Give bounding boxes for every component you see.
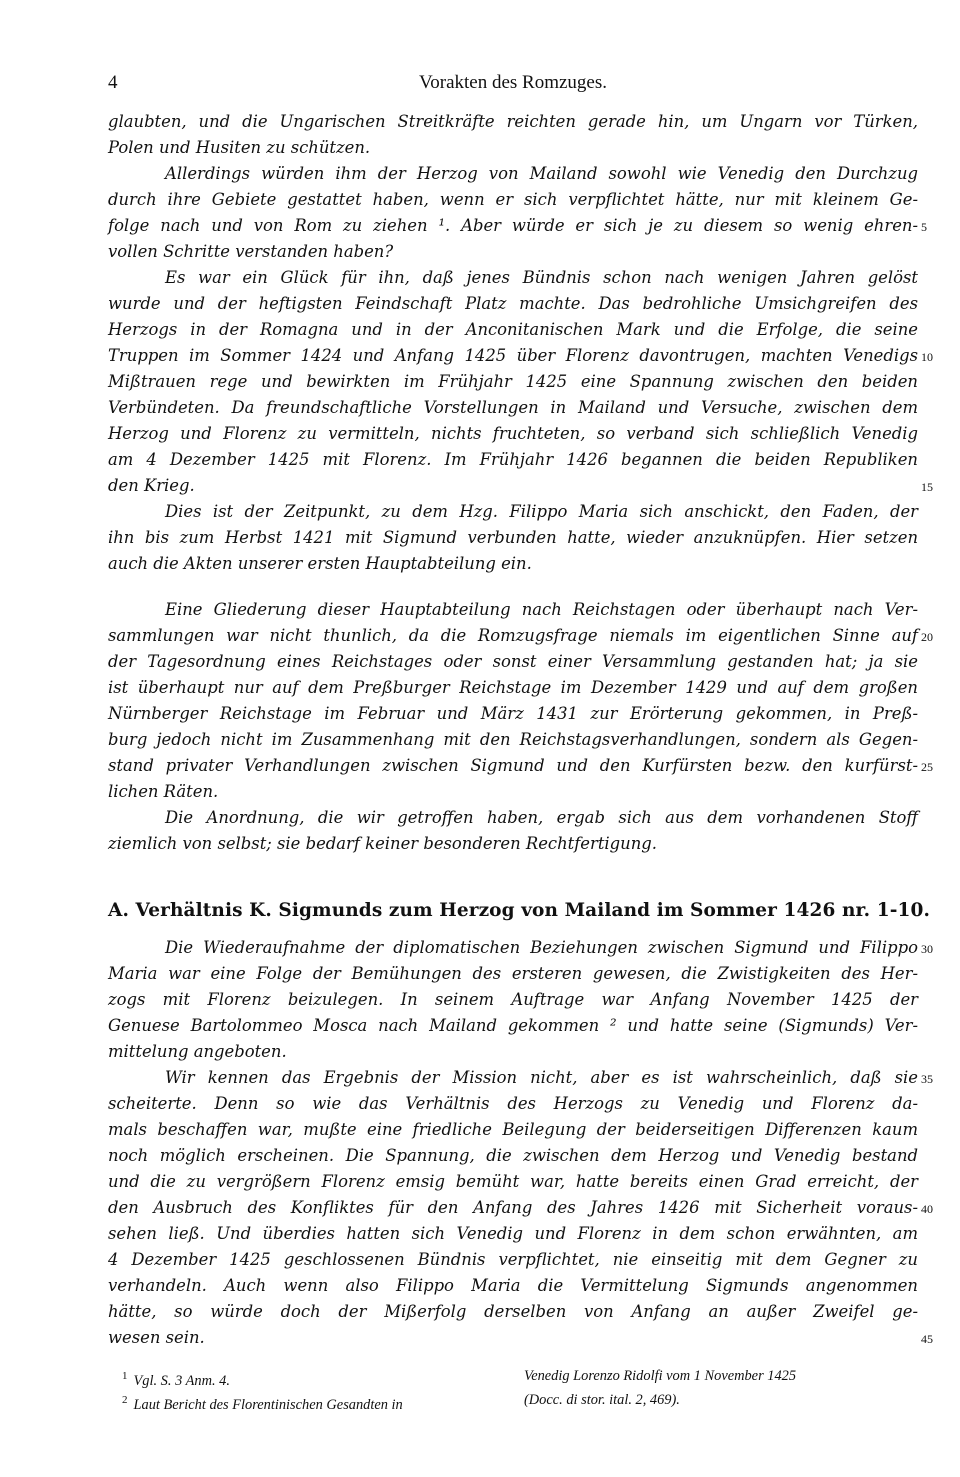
text-line: Allerdings würden ihm der Herzog von Mailand sowohl wie Venedig den Durchzug <box>165 164 918 183</box>
text-line: Dies ist der Zeitpunkt, zu dem Hzg. Filippo Maria sich anschickt, den Faden, der <box>165 502 918 521</box>
text-line: durch ihre Gebiete gestattet haben, wenn er sich verpflichtet hätte, nur mit kleinem Ge- <box>108 190 918 209</box>
text-line: Truppen im Sommer 1424 und Anfang 1425 über Florenz davontrugen, machten Venedigs <box>108 346 918 365</box>
footnote-text: Laut Bericht des Florentinischen Gesandten in <box>133 1396 403 1413</box>
line-number: 25 <box>921 760 933 774</box>
line-number: 30 <box>921 942 933 956</box>
text-line: ziemlich von selbst; sie bedarf keiner besonderen Rechtfertigung. <box>108 834 657 853</box>
text-line: Polen und Husiten zu schützen. <box>108 138 371 157</box>
text-line: Verbündeten. Da freundschaftliche Vorstellungen in Mailand und Versuche, zwischen dem <box>108 398 918 417</box>
text-line: folge nach und von Rom zu ziehen ¹. Aber würde er sich je zu diesem so wenig ehren- <box>108 216 918 235</box>
page-header <box>108 72 918 98</box>
text-line: scheiterte. Denn so wie das Verhältnis des Herzogs zu Venedig und Florenz da- <box>108 1094 918 1113</box>
text-line: den Krieg. <box>108 476 195 495</box>
text-line: am 4 Dezember 1425 mit Florenz. Im Frühjahr 1426 begannen die beiden Republiken <box>108 450 918 469</box>
text-line: Die Wiederaufnahme der diplomatischen Beziehungen zwischen Sigmund und Filippo <box>165 938 918 957</box>
text-line: wurde und der heftigsten Feindschaft Platz machte. Das bedrohliche Umsichgreifen des <box>108 294 918 313</box>
text-line: Mißtrauen rege und bewirkten im Frühjahr 1425 eine Spannung zwischen den beiden <box>108 372 918 391</box>
text-line: den Ausbruch des Konfliktes für den Anfang des Jahres 1426 mit Sicherheit voraus- <box>108 1198 918 1217</box>
text-line: ihn bis zum Herbst 1421 mit Sigmund verbunden hatte, wieder anzuknüpfen. Hier setzen <box>108 528 918 547</box>
text-line: Maria war eine Folge der Bemühungen des ersteren gewesen, die Zwistigkeiten des Her- <box>108 964 918 983</box>
text-line: Die Anordnung, die wir getroffen haben, ergab sich aus dem vorhandenen Stoff <box>165 808 918 827</box>
text-line: Eine Gliederung dieser Hauptabteilung nach Reichstagen oder überhaupt nach Ver- <box>165 600 918 619</box>
text-line: Wir kennen das Ergebnis der Mission nicht, aber es ist wahrscheinlich, daß sie <box>165 1068 918 1087</box>
text-line: mittelung angeboten. <box>108 1042 287 1061</box>
text-line: der Tagesordnung eines Reichstages oder sonst einer Versammlung gestanden hat; ja sie <box>108 652 918 671</box>
text-line: auch die Akten unserer ersten Hauptabteilung ein. <box>108 554 532 573</box>
text-line: 4 Dezember 1425 geschlossenen Bündnis verpflichtet, nie einseitig mit dem Gegner zu <box>108 1250 918 1269</box>
line-number: 35 <box>921 1072 933 1086</box>
page-number: 4 <box>108 72 118 93</box>
text-line: zogs mit Florenz beizulegen. In seinem Auftrage war Anfang November 1425 der <box>108 990 918 1009</box>
footnote-number: 2 <box>122 1394 128 1406</box>
text-line: hätte, so würde doch der Mißerfolg derselben von Anfang an außer Zweifel ge- <box>108 1302 918 1321</box>
text-line: stand privater Verhandlungen zwischen Sigmund und den Kurfürsten bezw. den kurfürst- <box>108 756 918 775</box>
text-line: Genuese Bartolommeo Mosca nach Mailand gekommen ² und hatte seine (Sigmunds) Ver- <box>108 1016 918 1035</box>
line-number: 40 <box>921 1202 933 1216</box>
line-number: 20 <box>921 630 933 644</box>
text-line: verhandeln. Auch wenn also Filippo Maria die Vermittelung Sigmunds angenommen <box>108 1276 918 1295</box>
text-line: vollen Schritte verstanden haben? <box>108 242 394 261</box>
line-number: 10 <box>921 350 933 364</box>
text-line: und die zu vergrößern Florenz emsig bemüht war, hatte bereits einen Grad erreicht, der <box>108 1172 918 1191</box>
line-number: 5 <box>921 220 927 234</box>
footnote-number: 1 <box>122 1370 128 1382</box>
text-line: ist überhaupt nur auf dem Preßburger Reichstage im Dezember 1429 und auf dem großen <box>108 678 918 697</box>
text-line: sammlungen war nicht thunlich, da die Romzugsfrage niemals im eigentlichen Sinne auf <box>108 626 918 645</box>
text-line: burg jedoch nicht im Zusammenhang mit den Reichstagsverhandlungen, sondern als Gegen- <box>108 730 918 749</box>
running-title: Vorakten des Romzuges. <box>418 72 608 93</box>
line-number: 45 <box>921 1332 933 1346</box>
text-line: sehen ließ. Und überdies hatten sich Venedig und Florenz in dem schon erwähnten, am <box>108 1224 918 1243</box>
footnote-2-continuation: Venedig Lorenzo Ridolfi vom 1 November 1425 <box>524 1368 797 1384</box>
text-line: Nürnberger Reichstage im Februar und März 1431 zur Erörterung gekommen, in Preß- <box>108 704 918 723</box>
text-line: Herzog und Florenz zu vermitteln, nichts fruchteten, so verband sich schließlich Venedig <box>108 424 918 443</box>
text-line: Herzogs in der Romagna und in der Anconitanischen Mark und die Erfolge, die seine <box>108 320 918 339</box>
text-line: mals beschaffen war, mußte eine friedliche Beilegung der beiderseitigen Differenzen kaum <box>108 1120 918 1139</box>
text-line: glaubten, und die Ungarischen Streitkräfte reichten gerade hin, um Ungarn vor Türken, <box>108 112 918 131</box>
text-line: wesen sein. <box>108 1328 205 1347</box>
line-number: 15 <box>921 480 933 494</box>
text-line: lichen Räten. <box>108 782 219 801</box>
section-heading: A. Verhältnis K. Sigmunds zum Herzog von Mailand im Sommer 1426 nr. 1-10. <box>108 900 931 921</box>
footnote-text: Vgl. S. 3 Anm. 4. <box>133 1372 230 1389</box>
text-line: Es war ein Glück für ihn, daß jenes Bündnis schon nach wenigen Jahren gelöst <box>165 268 918 287</box>
text-line: noch möglich erscheinen. Die Spannung, die zwischen dem Herzog und Venedig bestand <box>108 1146 918 1165</box>
footnote-2-continuation: (Docc. di stor. ital. 2, 469). <box>524 1392 680 1408</box>
footnote-2 <box>122 1388 403 1417</box>
